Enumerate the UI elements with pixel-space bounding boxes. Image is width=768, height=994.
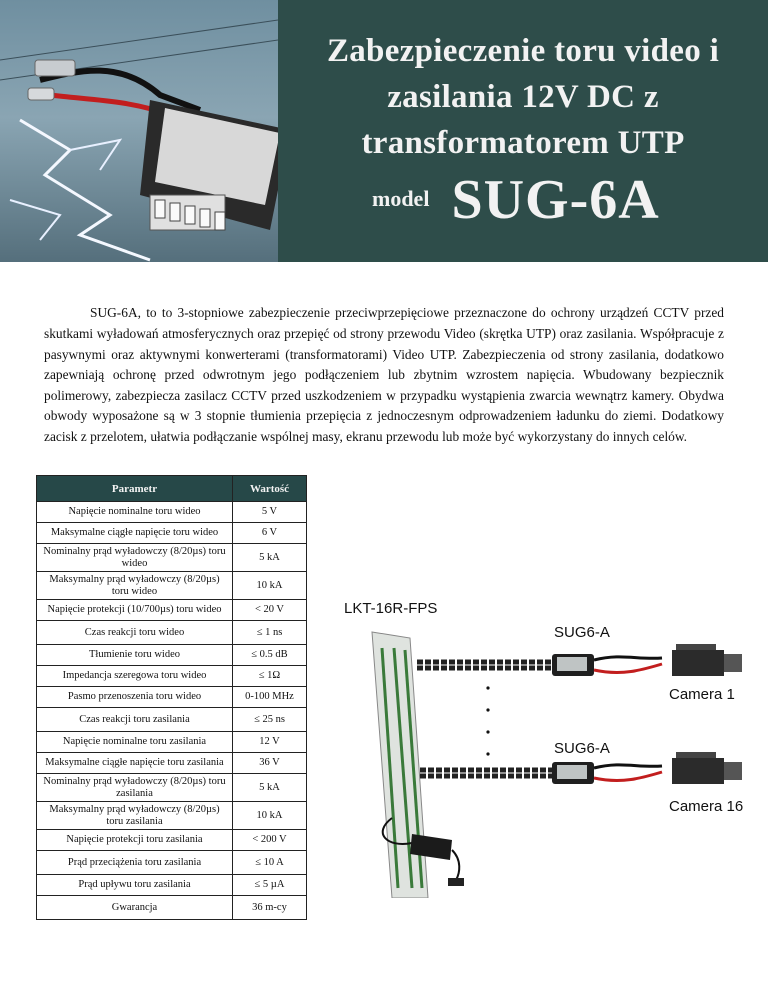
table-row: [37, 572, 307, 600]
model-word: model: [372, 186, 430, 211]
parameter-cell: Czas reakcji toru zasilania: [37, 708, 233, 732]
parameter-cell: Napięcie nominalne toru zasilania: [37, 732, 233, 753]
product-photo: [0, 0, 278, 262]
parameter-cell: Maksymalny prąd wyładowczy (8/20µs) toru zasilania: [37, 802, 233, 830]
table-row: [37, 851, 307, 875]
parameter-cell: Prąd upływu toru zasilania: [37, 875, 233, 896]
table-row: [37, 774, 307, 802]
value-cell: ≤ 1Ω: [233, 666, 307, 687]
connection-diagram: [332, 598, 768, 898]
value-cell: 5 kA: [233, 774, 307, 802]
model-code: SUG-6A: [451, 169, 660, 231]
table-row: [37, 802, 307, 830]
product-illustration: [0, 0, 278, 262]
table-row: [37, 875, 307, 896]
value-cell: ≤ 0.5 dB: [233, 645, 307, 666]
table-row: [37, 708, 307, 732]
parameter-cell: Tłumienie toru wideo: [37, 645, 233, 666]
value-cell: 36 V: [233, 753, 307, 774]
parameter-cell: Gwarancja: [37, 896, 233, 920]
header-parameter: Parametr: [37, 476, 233, 502]
parameter-cell: Impedancja szeregowa toru wideo: [37, 666, 233, 687]
table-row: [37, 732, 307, 753]
value-cell: ≤ 1 ns: [233, 621, 307, 645]
header-banner: [0, 0, 768, 262]
value-cell: 10 kA: [233, 572, 307, 600]
value-cell: 6 V: [233, 523, 307, 544]
table-row: [37, 666, 307, 687]
parameter-cell: Nominalny prąd wyładowczy (8/20µs) toru zasilania: [37, 774, 233, 802]
parameter-cell: Napięcie protekcji toru zasilania: [37, 830, 233, 851]
parameter-cell: Maksymalne ciągłe napięcie toru wideo: [37, 523, 233, 544]
intro-paragraph: SUG-6A, to to 3-stopniowe zabezpieczenie przeciwprzepięciowe przeznaczone do ochrony urządzeń CCTV przed skutkami wyładowań atmosferycznych oraz przepięć od strony przewodu Video (skrętka UTP) oraz zasilania. Współpracuje z pasywnymi oraz aktywnymi konwerterami (transformatorami) Video UTP. Zabezpieczenia od strony zasilania, dodatkowo zapewniają ochronę przed odwrotnym jego podłączeniem lub zbytnim wzrostem napięcia. Wbudowany bezpiecznik polimerowy, zabezpiecza zasilacz CCTV przed uszkodzeniem w przypadku wystąpienia zwarcia wewnątrz kamery. Obydwa obwody wyposażone są w 3 stopnie tłumienia przepięcia z jednoczesnym odprowadzeniem ładunku do ziemi. Dodatkowy zacisk z przelotem, ułatwia podłączanie wspólnej masy, ekranu przewodu lub może być wykorzystany do innych celów.: [44, 305, 724, 444]
value-cell: 10 kA: [233, 802, 307, 830]
value-cell: 36 m-cy: [233, 896, 307, 920]
parameter-cell: Maksymalne ciągłe napięcie toru zasilania: [37, 753, 233, 774]
value-cell: ≤ 10 A: [233, 851, 307, 875]
table-row: [37, 645, 307, 666]
parameter-cell: Prąd przeciążenia toru zasilania: [37, 851, 233, 875]
parameter-cell: Nominalny prąd wyładowczy (8/20µs) toru wideo: [37, 544, 233, 572]
value-cell: ≤ 25 ns: [233, 708, 307, 732]
camera-label-top: Camera 1: [669, 686, 735, 703]
table-row: [37, 544, 307, 572]
parameter-cell: Pasmo przenoszenia toru wideo: [37, 687, 233, 708]
header-value: Wartość: [233, 476, 307, 502]
table-row: [37, 753, 307, 774]
value-cell: ≤ 5 µA: [233, 875, 307, 896]
table-row: [37, 621, 307, 645]
camera-label-bottom: Camera 16: [669, 798, 744, 815]
value-cell: 0-100 MHz: [233, 687, 307, 708]
parameter-cell: Napięcie nominalne toru wideo: [37, 502, 233, 523]
value-cell: 5 V: [233, 502, 307, 523]
value-cell: 5 kA: [233, 544, 307, 572]
parameter-cell: Napięcie protekcji (10/700µs) toru wideo: [37, 600, 233, 621]
table-row: [37, 896, 307, 920]
panel-label: LKT-16R-FPS: [344, 600, 438, 617]
device-label-bottom: SUG6-A: [554, 740, 610, 757]
table-row: [37, 502, 307, 523]
table-row: [37, 830, 307, 851]
table-row: [37, 687, 307, 708]
banner-title: Zabezpieczenie toru video i zasilania 12V DC z transformatorem UTP: [326, 33, 720, 161]
value-cell: < 20 V: [233, 600, 307, 621]
table-row: [37, 523, 307, 544]
table-row: [37, 600, 307, 621]
value-cell: < 200 V: [233, 830, 307, 851]
parameter-cell: Maksymalny prąd wyładowczy (8/20µs) toru wideo: [37, 572, 233, 600]
model-line: [372, 168, 660, 232]
parameter-cell: Czas reakcji toru wideo: [37, 621, 233, 645]
device-label-top: SUG6-A: [554, 624, 610, 641]
diagram-graphic: [332, 598, 768, 898]
value-cell: 12 V: [233, 732, 307, 753]
table-header-row: [37, 476, 307, 502]
parameter-table: [36, 475, 307, 920]
